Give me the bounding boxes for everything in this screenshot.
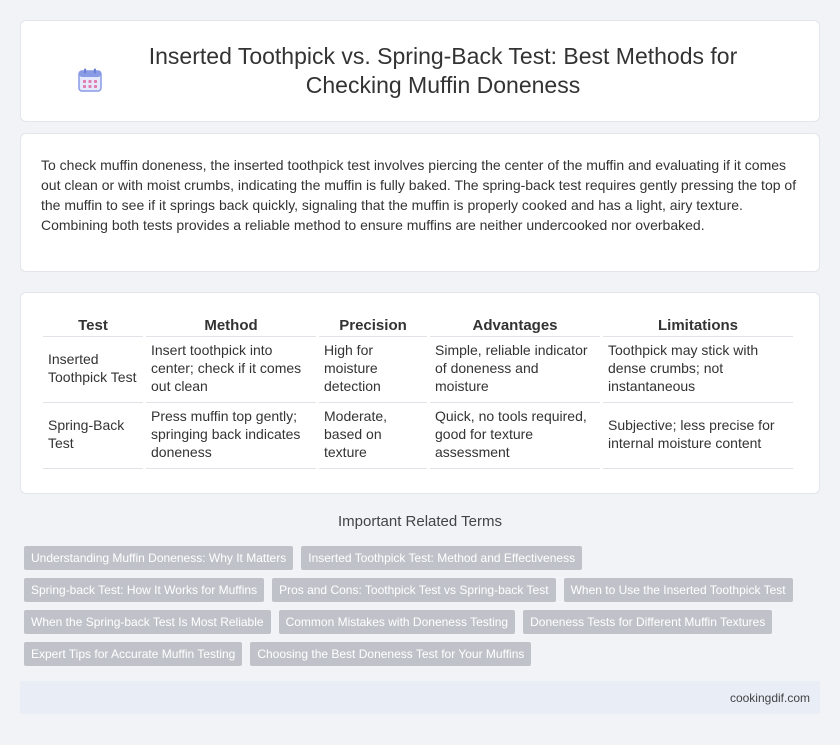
intro-card (20, 133, 820, 272)
related-tag[interactable]: Expert Tips for Accurate Muffin Testing (24, 642, 242, 666)
related-tag[interactable]: Inserted Toothpick Test: Method and Effectiveness (301, 546, 582, 570)
related-tag[interactable]: Common Mistakes with Doneness Testing (279, 610, 516, 634)
table-cell: Simple, reliable indicator of doneness and moisture (430, 337, 600, 403)
table-cell: High for moisture detection (319, 337, 427, 403)
related-terms-list (24, 546, 820, 674)
header-precision: Precision (319, 313, 427, 337)
page-title: Inserted Toothpick vs. Spring-Back Test: Best Methods for Checking Muffin Doneness (148, 43, 738, 98)
table-cell: Subjective; less precise for internal moisture content (603, 403, 793, 469)
related-tag[interactable]: Spring-back Test: How It Works for Muffins (24, 578, 264, 602)
table-cell: Inserted Toothpick Test (43, 337, 143, 403)
related-tag[interactable]: When the Spring-back Test Is Most Reliable (24, 610, 271, 634)
footer (20, 681, 820, 714)
comparison-card (20, 292, 820, 494)
table-row (43, 403, 793, 469)
header-advantages: Advantages (430, 313, 600, 337)
table-header-row (43, 313, 793, 337)
table-cell: Quick, no tools required, good for texture assessment (430, 403, 600, 469)
table-cell: Press muffin top gently; springing back indicates doneness (146, 403, 316, 469)
header-limitations: Limitations (603, 313, 793, 337)
table-cell: Insert toothpick into center; check if it comes out clean (146, 337, 316, 403)
title-wrap (70, 42, 770, 100)
table-cell: Spring-Back Test (43, 403, 143, 469)
related-tag[interactable]: Understanding Muffin Doneness: Why It Matters (24, 546, 293, 570)
table-cell: Moderate, based on texture (319, 403, 427, 469)
related-tag[interactable]: Pros and Cons: Toothpick Test vs Spring-back Test (272, 578, 555, 602)
calendar-icon (77, 67, 103, 93)
related-terms-heading: Important Related Terms (338, 513, 502, 530)
comparison-table (40, 313, 796, 469)
table-cell: Toothpick may stick with dense crumbs; not instantaneous (603, 337, 793, 403)
intro-paragraph: To check muffin doneness, the inserted toothpick test involves piercing the center of the muffin and evaluating if it comes out clean or with moist crumbs, indicating the muffin is fully baked. The spring-back test requires gently pressing the top of the muffin to see if it springs back quickly, signaling that the muffin is properly cooked and has a light, airy texture. Combining both tests provides a reliable method to ensure muffins are neither undercooked nor overbaked. (41, 157, 797, 233)
footer-site-link[interactable]: cookingdif.com (729, 690, 810, 705)
table-row (43, 337, 793, 403)
related-tag[interactable]: Doneness Tests for Different Muffin Textures (523, 610, 772, 634)
title-card (20, 20, 820, 122)
header-method: Method (146, 313, 316, 337)
related-tag[interactable]: Choosing the Best Doneness Test for Your Muffins (250, 642, 531, 666)
related-tag[interactable]: When to Use the Inserted Toothpick Test (564, 578, 793, 602)
header-test: Test (43, 313, 143, 337)
